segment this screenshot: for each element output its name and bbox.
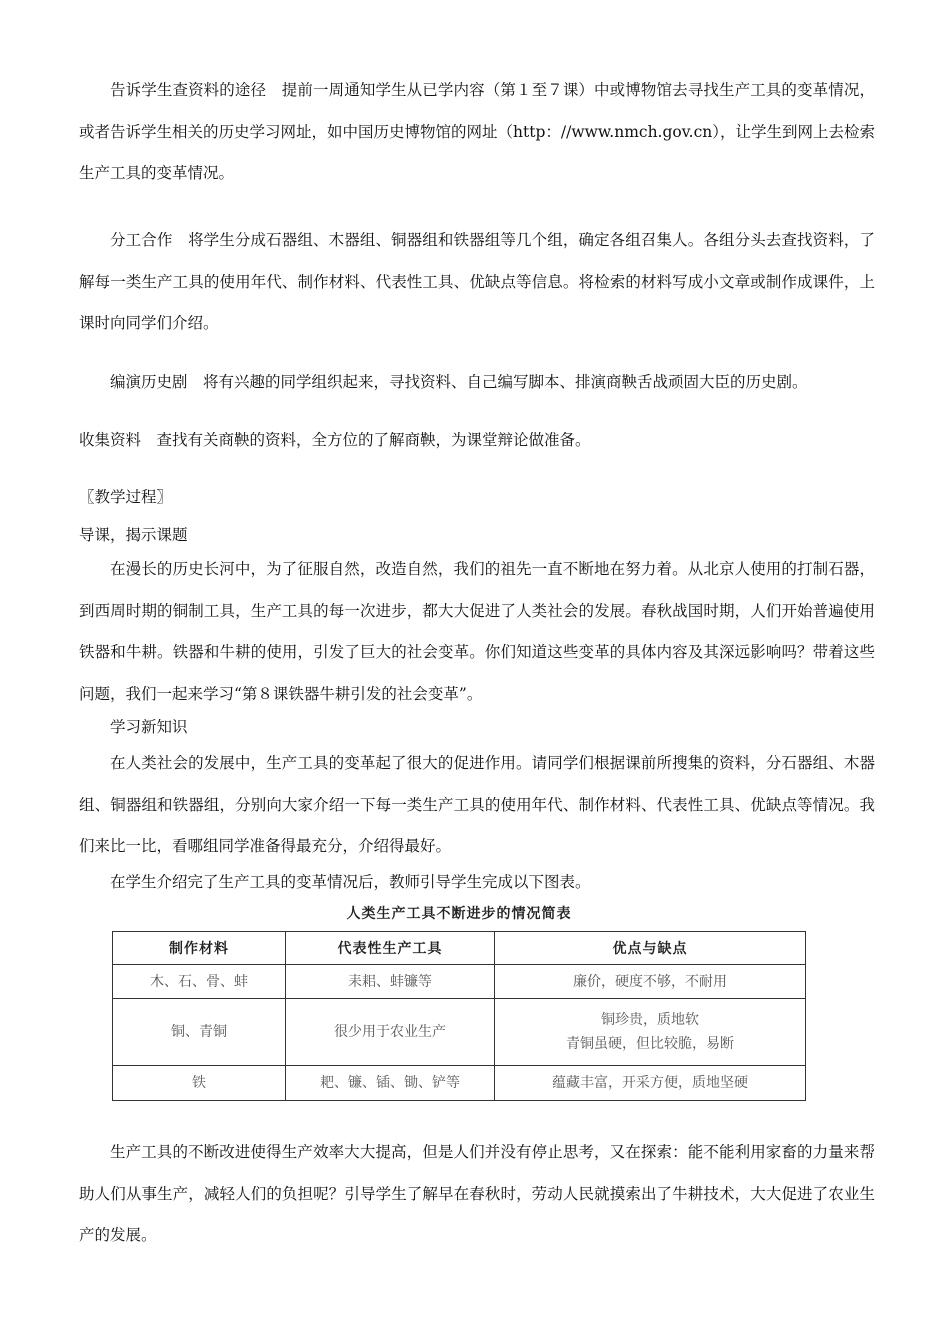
header-material: 制作材料 (113, 932, 286, 965)
cell-merits (495, 965, 806, 999)
cell-material: 铁 (113, 1066, 286, 1101)
cell-tools: 耙、镰、锸、锄、铲等 (286, 1066, 495, 1101)
cell-material: 木、石、骨、蚌 (113, 965, 286, 999)
paragraph-ox-plowing: 生产工具的不断改进使得生产效率大大提高，但是人们并没有停止思考，又在探索：能不能利用家畜的力量来帮助人们从事生产，减轻人们的负担呢？引导学生了解早在春秋时，劳动人民就摸索出了牛耕技术，大大促进了农业生产的发展。 (79, 1143, 875, 1244)
header-merits: 优点与缺点 (495, 932, 806, 965)
paragraph-group-cooperation: 分工合作 将学生分成石器组、木器组、铜器组和铁器组等几个组，确定各组召集人。各组分头去查找资料，了解每一类生产工具的使用年代、制作材料、代表性工具、优缺点等信息。将检索的材料写成小文章或制作成课件，上课时向同学们介绍。 (79, 231, 875, 332)
cell-material: 铜、青铜 (113, 999, 286, 1066)
cell-merits (495, 999, 806, 1066)
merit-line: 青铜虽硬，但比较脆，易断 (566, 1036, 734, 1052)
section-heading-teaching-process: 〖教学过程〗 (79, 488, 173, 506)
subheading-new-knowledge: 学习新知识 (110, 718, 188, 736)
cell-tools: 耒耜、蚌镰等 (286, 965, 495, 999)
paragraph-introduction: 在漫长的历史长河中，为了征服自然，改造自然，我们的祖先一直不断地在努力着。从北京人使用的打制石器，到西周时期的铜制工具，生产工具的每一次进步，都大大促进了人类社会的发展。春秋战国时期，人们开始普遍使用铁器和牛耕。铁器和牛耕的使用，引发了巨大的社会变革。你们知道这些变革的具体内容及其深远影响吗？带着这些问题，我们一起来学习“第８课铁器牛耕引发的社会变革”。 (79, 560, 875, 703)
paragraph-new-knowledge: 在人类社会的发展中，生产工具的变革起了很大的促进作用。请同学们根据课前所搜集的资料，分石器组、木器组、铜器组和铁器组，分别向大家介绍一下每一类生产工具的使用年代、制作材料、代表性工具、优缺点等情况。我们来比一比，看哪组同学准备得最充分，介绍得最好。 (79, 754, 875, 855)
tools-progress-table (112, 931, 806, 1101)
paragraph-collect-materials: 收集资料 查找有关商鞅的资料，全方位的了解商鞅，为课堂辩论做准备。 (79, 431, 591, 449)
merit-line: 廉价，硬度不够，不耐用 (573, 973, 727, 990)
cell-tools: 很少用于农业生产 (286, 999, 495, 1066)
table-row (113, 999, 806, 1066)
cell-merits (495, 1066, 806, 1101)
paragraph-table-intro: 在学生介绍完了生产工具的变革情况后，教师引导学生完成以下图表。 (110, 873, 591, 891)
table-title: 人类生产工具不断进步的情况简表 (346, 906, 572, 922)
paragraph-resource-methods: 告诉学生查资料的途径 提前一周通知学生从已学内容（第１至７课）中或博物馆去寻找生产工具的变革情况，或者告诉学生相关的历史学习网址，如中国历史博物馆的网址（http：//www.nmch.gov.cn），让学生到网上去检索生产工具的变革情况。 (79, 81, 875, 182)
header-tools: 代表性生产工具 (286, 932, 495, 965)
merit-line: 铜珍贵，质地软 (601, 1012, 699, 1028)
table-header-row (113, 932, 806, 965)
table-row (113, 1066, 806, 1101)
table-row (113, 965, 806, 999)
paragraph-history-play: 编演历史剧 将有兴趣的同学组织起来，寻找资料、自己编写脚本、排演商鞅舌战顽固大臣的历史剧。 (110, 373, 808, 391)
merit-line: 蕴藏丰富，开采方便，质地坚硬 (552, 1075, 748, 1091)
subheading-introduction: 导课，揭示课题 (79, 526, 188, 544)
